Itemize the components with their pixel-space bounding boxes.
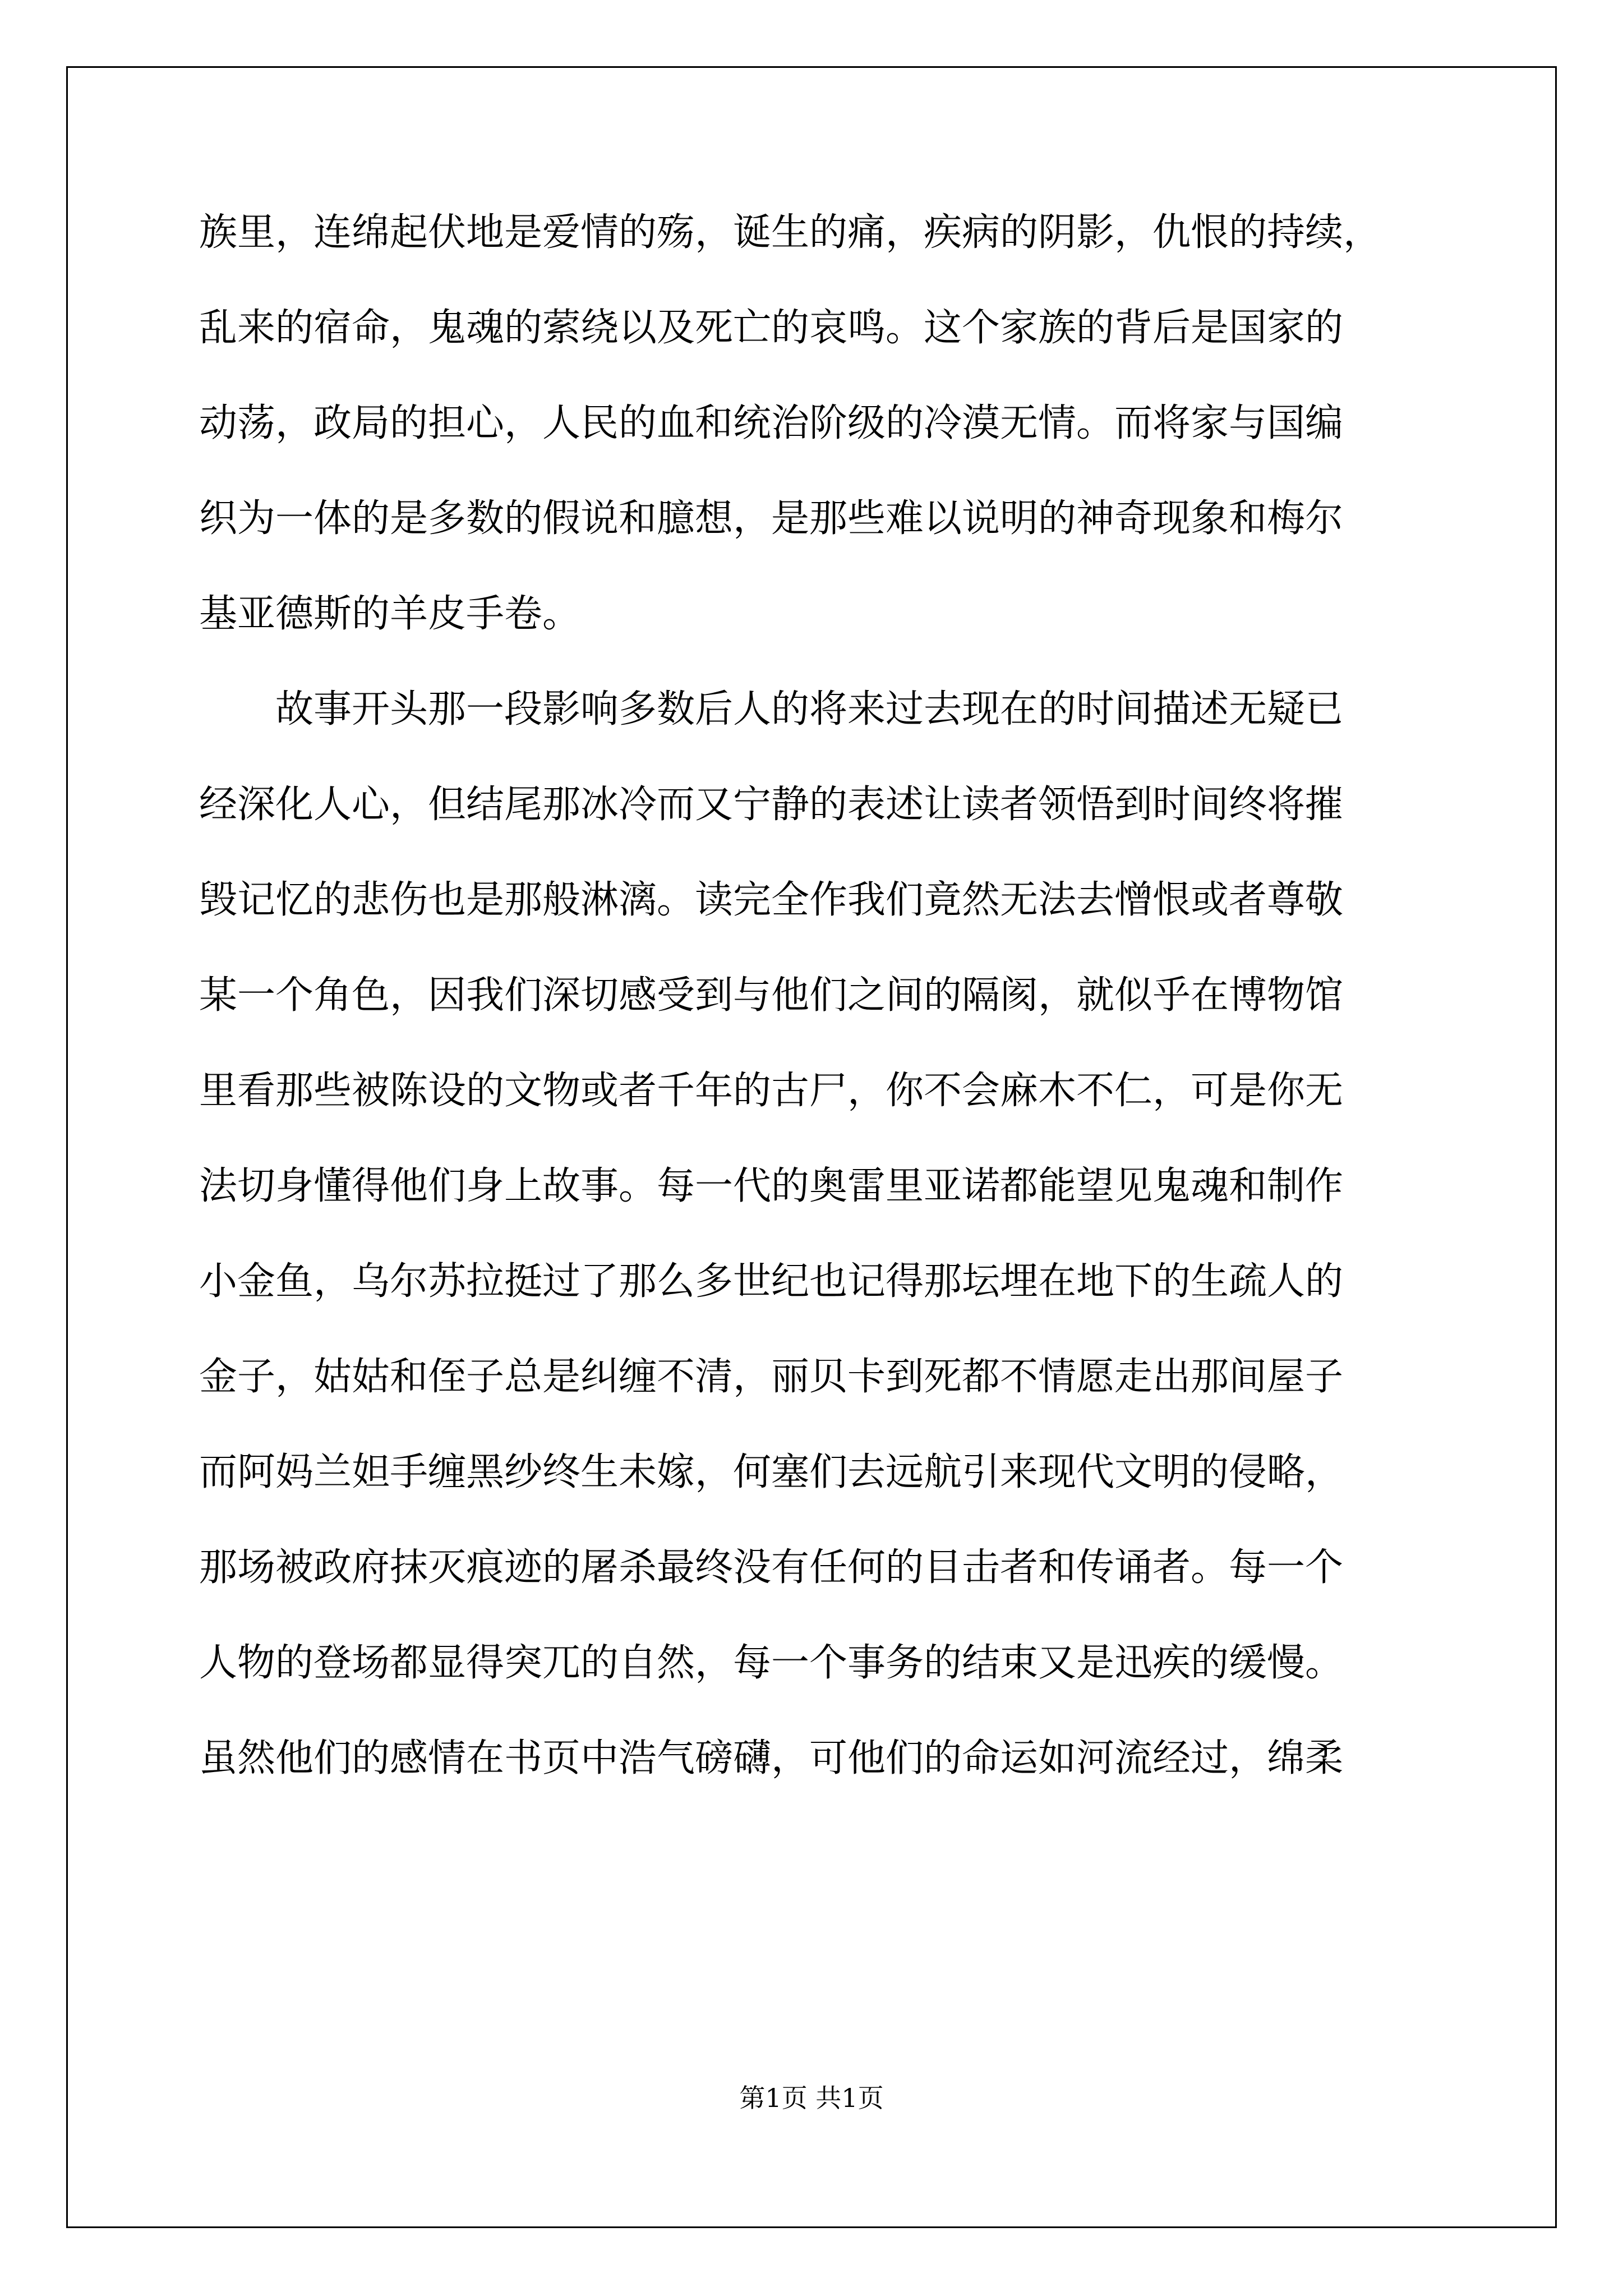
page-border [66,66,1557,2228]
text-line: 虽然他们的感情在书页中浩气磅礴，可他们的命运如河流经过，绵柔 [199,1736,1344,1780]
text-line: 织为一体的是多数的假说和臆想，是那些难以说明的神奇现象和梅尔 [199,496,1344,541]
text-line: 人物的登场都显得突兀的自然，每一个事务的结束又是迅疾的缓慢。 [199,1641,1344,1685]
text-line: 那场被政府抹灭痕迹的屠杀最终没有任何的目击者和传诵者。每一个 [199,1545,1344,1590]
text-line: 动荡，政局的担心，人民的血和统治阶级的冷漠无情。而将家与国编 [199,401,1344,445]
page-footer: 第1页 共1页 [739,2083,884,2113]
text-line: 小金鱼，乌尔苏拉挺过了那么多世纪也记得那坛埋在地下的生疏人的 [199,1259,1344,1304]
text-line: 毁记忆的悲伤也是那般淋漓。读完全作我们竟然无法去憎恨或者尊敬 [199,878,1344,922]
text-line: 里看那些被陈设的文物或者千年的古尸，你不会麻木不仁，可是你无 [199,1069,1344,1113]
text-line: 法切身懂得他们身上故事。每一代的奥雷里亚诺都能望见鬼魂和制作 [199,1164,1344,1208]
paragraph-start-line: 故事开头那一段影响多数后人的将来过去现在的时间描述无疑已 [275,687,1344,731]
text-line: 乱来的宿命，鬼魂的萦绕以及死亡的哀鸣。这个家族的背后是国家的 [199,306,1344,350]
text-line: 而阿妈兰妲手缠黑纱终生未嫁，何塞们去远航引来现代文明的侵略， [199,1450,1344,1494]
text-line: 经深化人心，但结尾那冰冷而又宁静的表述让读者领悟到时间终将摧 [199,783,1344,827]
text-line: 金子，姑姑和侄子总是纠缠不清，丽贝卡到死都不情愿走出那间屋子 [199,1355,1344,1399]
text-line: 族里，连绵起伏地是爱情的殇，诞生的痛，疾病的阴影，仇恨的持续， [199,210,1382,255]
text-line: 某一个角色，因我们深切感受到与他们之间的隔阂，就似乎在博物馆 [199,973,1344,1018]
text-line: 基亚德斯的羊皮手卷。 [199,592,581,636]
